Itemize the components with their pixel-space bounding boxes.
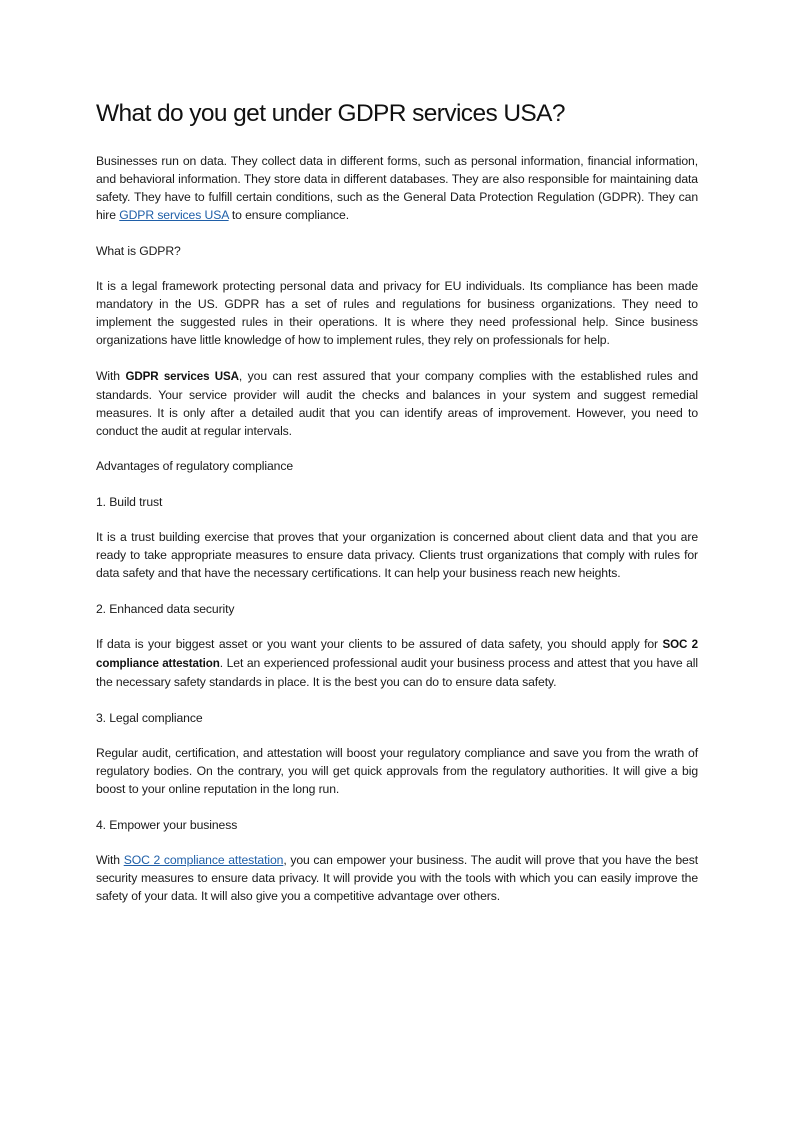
gdpr-services-paragraph — [96, 367, 698, 440]
what-is-gdpr-heading: What is GDPR? — [96, 243, 181, 258]
intro-text: Businesses run on data. They collect data in different forms, such as personal information, financial information, and behavioral information. They store data in different databases. They are also responsible for maintaining data safety. They have to fulfill certain conditions, such as the General Data Protection Regulation (GDPR). They can hire — [96, 154, 698, 222]
intro-paragraph — [96, 152, 698, 224]
empower-text: With — [96, 853, 124, 867]
document-title: What do you get under GDPR services USA? — [96, 100, 565, 127]
data-security-text: If data is your biggest asset or you want your clients to be assured of data safety, you should apply for — [96, 637, 663, 651]
build-trust-heading: 1. Build trust — [96, 494, 163, 509]
intro-text-end: to ensure compliance. — [228, 208, 350, 222]
data-security-heading: 2. Enhanced data security — [96, 601, 235, 616]
soc2-compliance-link[interactable]: SOC 2 compliance attestation — [123, 853, 284, 867]
gdpr-definition-paragraph: It is a legal framework protecting personal data and privacy for EU individuals. Its compliance has been made mandatory in the US. GDPR has a set of rules and regulations for business organizations. They need to implement the suggested rules in their operations. It is where they need professional help. Since business organizations have little knowledge of how to implement rules, they rely on professionals for help. — [96, 279, 698, 347]
gdpr-services-term: GDPR services USA — [125, 369, 239, 383]
gdpr-services-text: With — [96, 368, 126, 383]
data-security-text-end: . Let an experienced professional audit your business process and attest that you have all the necessary safety standards in place. It is the best you can do to ensure data safety. — [96, 656, 698, 689]
empower-business-paragraph — [96, 851, 698, 905]
empower-business-heading: 4. Empower your business — [96, 817, 238, 832]
advantages-heading: Advantages of regulatory compliance — [96, 459, 294, 473]
build-trust-paragraph: It is a trust building exercise that proves that your organization is concerned about client data and that you are ready to take appropriate measures to ensure data privacy. Clients trust organizations that comply with rules for data safety and that have the necessary certifications. It can help your business reach new heights. — [96, 530, 698, 580]
gdpr-services-text-end: , you can rest assured that your company complies with the established rules and standards. Your service provider will audit the checks and balances in your system and suggest remedial measures. It is only after a detailed audit that you can identify areas of improvement. However, you need to conduct the audit at regular intervals. — [96, 368, 699, 438]
legal-compliance-heading: 3. Legal compliance — [96, 710, 203, 725]
data-security-paragraph — [96, 635, 698, 691]
legal-compliance-paragraph: Regular audit, certification, and attestation will boost your regulatory compliance and save you from the wrath of regulatory bodies. On the contrary, you will get quick approvals from the regulatory authorities. It will give a big boost to your online reputation in the long run. — [96, 746, 698, 796]
empower-text-end: , you can empower your business. The audit will prove that you have the best security measures to ensure data privacy. It will provide you with the tools with which you can easily improve the safety of your data. It will also give you a competitive advantage over others. — [96, 853, 699, 903]
gdpr-services-link[interactable]: GDPR services USA — [119, 208, 229, 222]
soc2-term: SOC 2 compliance attestation — [96, 638, 698, 670]
